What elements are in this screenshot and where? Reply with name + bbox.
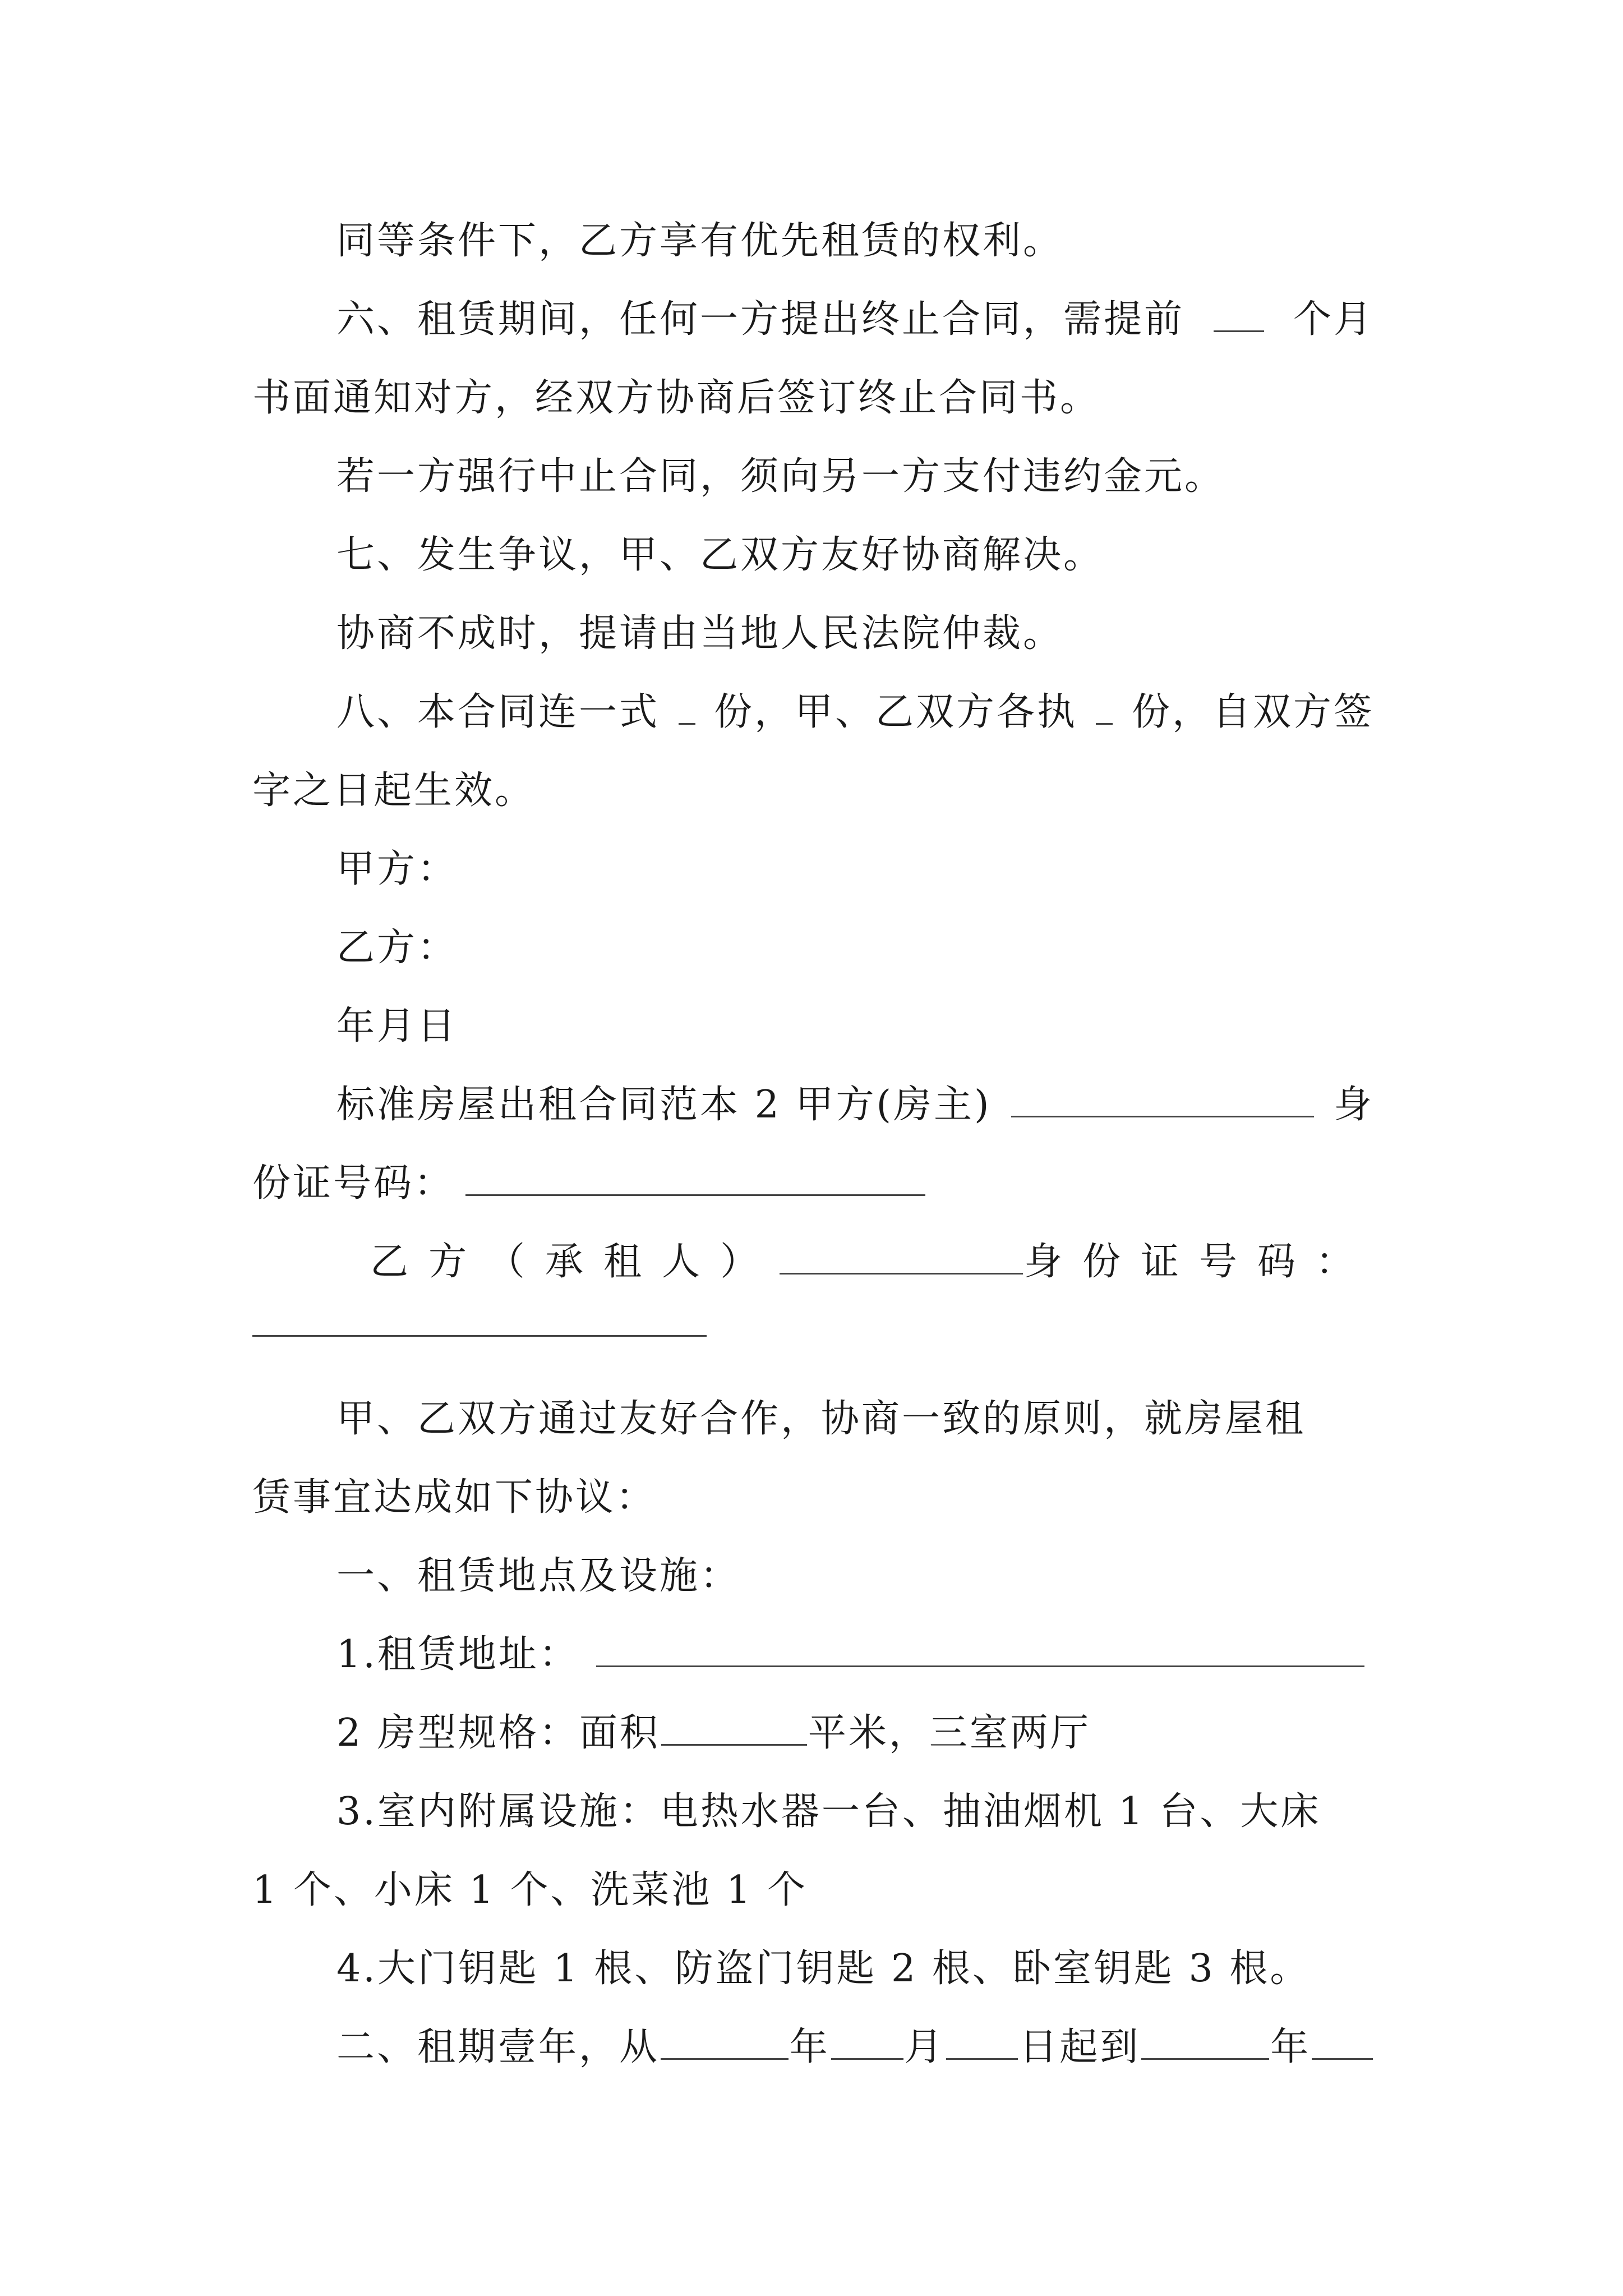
fill-blank <box>1312 2023 1373 2060</box>
text-line <box>336 1074 1374 1136</box>
text: 月 <box>904 2025 945 2069</box>
text: 3.室内附属设施：电热水器一台、抽油烟机 1 台、大床 <box>336 1789 1321 1834</box>
text: 2 房型规格：面积 <box>336 1711 660 1755</box>
text-line <box>336 289 1374 351</box>
text: 份，甲、乙双方各执 <box>713 690 1077 734</box>
text: 八、本合同连一式 <box>336 690 660 734</box>
fill-blank <box>946 2023 1018 2060</box>
fill-blank <box>780 1238 1023 1274</box>
text-line <box>336 446 1374 508</box>
text-line <box>336 1781 1374 1843</box>
text-line <box>336 682 1374 743</box>
fill-blank <box>831 2023 903 2060</box>
text: 乙方： <box>336 926 458 970</box>
text: 二、租期壹年，从 <box>336 2025 660 2069</box>
text: 赁事宜达成如下协议： <box>252 1475 657 1520</box>
text-line <box>252 1153 1374 1214</box>
text: 七、发生争议，甲、乙双方友好协商解决。 <box>336 533 1104 577</box>
fill-blank <box>661 2023 789 2060</box>
party-a-line <box>336 839 1374 900</box>
text: 协商不成时，提请由当地人民法院仲裁。 <box>336 611 1064 656</box>
text-line <box>336 1624 1374 1686</box>
date-line <box>336 996 1374 1057</box>
text: 乙方（承租人） <box>370 1240 779 1284</box>
text: 1 个、小床 1 个、洗菜池 1 个 <box>252 1868 808 1912</box>
fill-blank <box>1214 296 1264 332</box>
text: 书面通知对方，经双方协商后签订终止合同书。 <box>252 376 1101 420</box>
text-line <box>336 1703 1374 1764</box>
text: 甲方： <box>336 847 458 891</box>
text: 个月 <box>1293 297 1374 342</box>
text-line <box>336 1388 1374 1450</box>
fill-blank <box>1096 688 1113 725</box>
text: 标准房屋出租合同范本 2 甲方(房主) <box>336 1083 992 1127</box>
text-line <box>336 2017 1374 2078</box>
text: 平米，三室两厅 <box>808 1711 1091 1755</box>
fill-blank <box>1011 1081 1314 1117</box>
text-line <box>336 210 1374 272</box>
text: 年月日 <box>336 1004 458 1048</box>
text: 年 <box>789 2025 830 2069</box>
text-line <box>370 1231 1374 1293</box>
text-line <box>252 1467 1374 1529</box>
text-line <box>336 524 1374 586</box>
fill-blank <box>252 1335 707 1337</box>
text: 甲、乙双方通过友好合作，协商一致的原则，就房屋租 <box>336 1397 1306 1441</box>
text: 份证号码： <box>252 1161 455 1205</box>
party-b-line <box>336 917 1374 979</box>
fill-blank <box>661 1709 807 1746</box>
text: 若一方强行中止合同，须向另一方支付违约金元。 <box>336 454 1225 499</box>
section-heading <box>336 1545 1374 1607</box>
text-line <box>336 1938 1374 2000</box>
text: 字之日起生效。 <box>252 769 536 813</box>
text-line <box>252 367 1130 429</box>
text-line <box>252 760 1374 822</box>
text: 份，自双方签 <box>1131 690 1374 734</box>
text: 年 <box>1270 2025 1311 2069</box>
fill-blank <box>679 688 695 725</box>
text: 身 <box>1333 1083 1374 1127</box>
fill-blank <box>596 1631 1364 1667</box>
text: 身份证号码： <box>1023 1240 1374 1284</box>
text-line <box>252 1860 1374 1921</box>
text: 1.租赁地址： <box>336 1632 579 1677</box>
fill-blank <box>1141 2023 1269 2060</box>
text: 4.大门钥匙 1 根、防盗门钥匙 2 根、卧室钥匙 3 根。 <box>336 1947 1311 1991</box>
text: 同等条件下，乙方享有优先租赁的权利。 <box>336 219 1064 263</box>
text: 一、租赁地点及设施： <box>336 1554 741 1598</box>
text: 日起到 <box>1019 2025 1141 2069</box>
fill-blank <box>465 1159 925 1196</box>
text-line <box>336 603 1374 665</box>
text: 六、租赁期间，任何一方提出终止合同，需提前 <box>336 297 1185 342</box>
